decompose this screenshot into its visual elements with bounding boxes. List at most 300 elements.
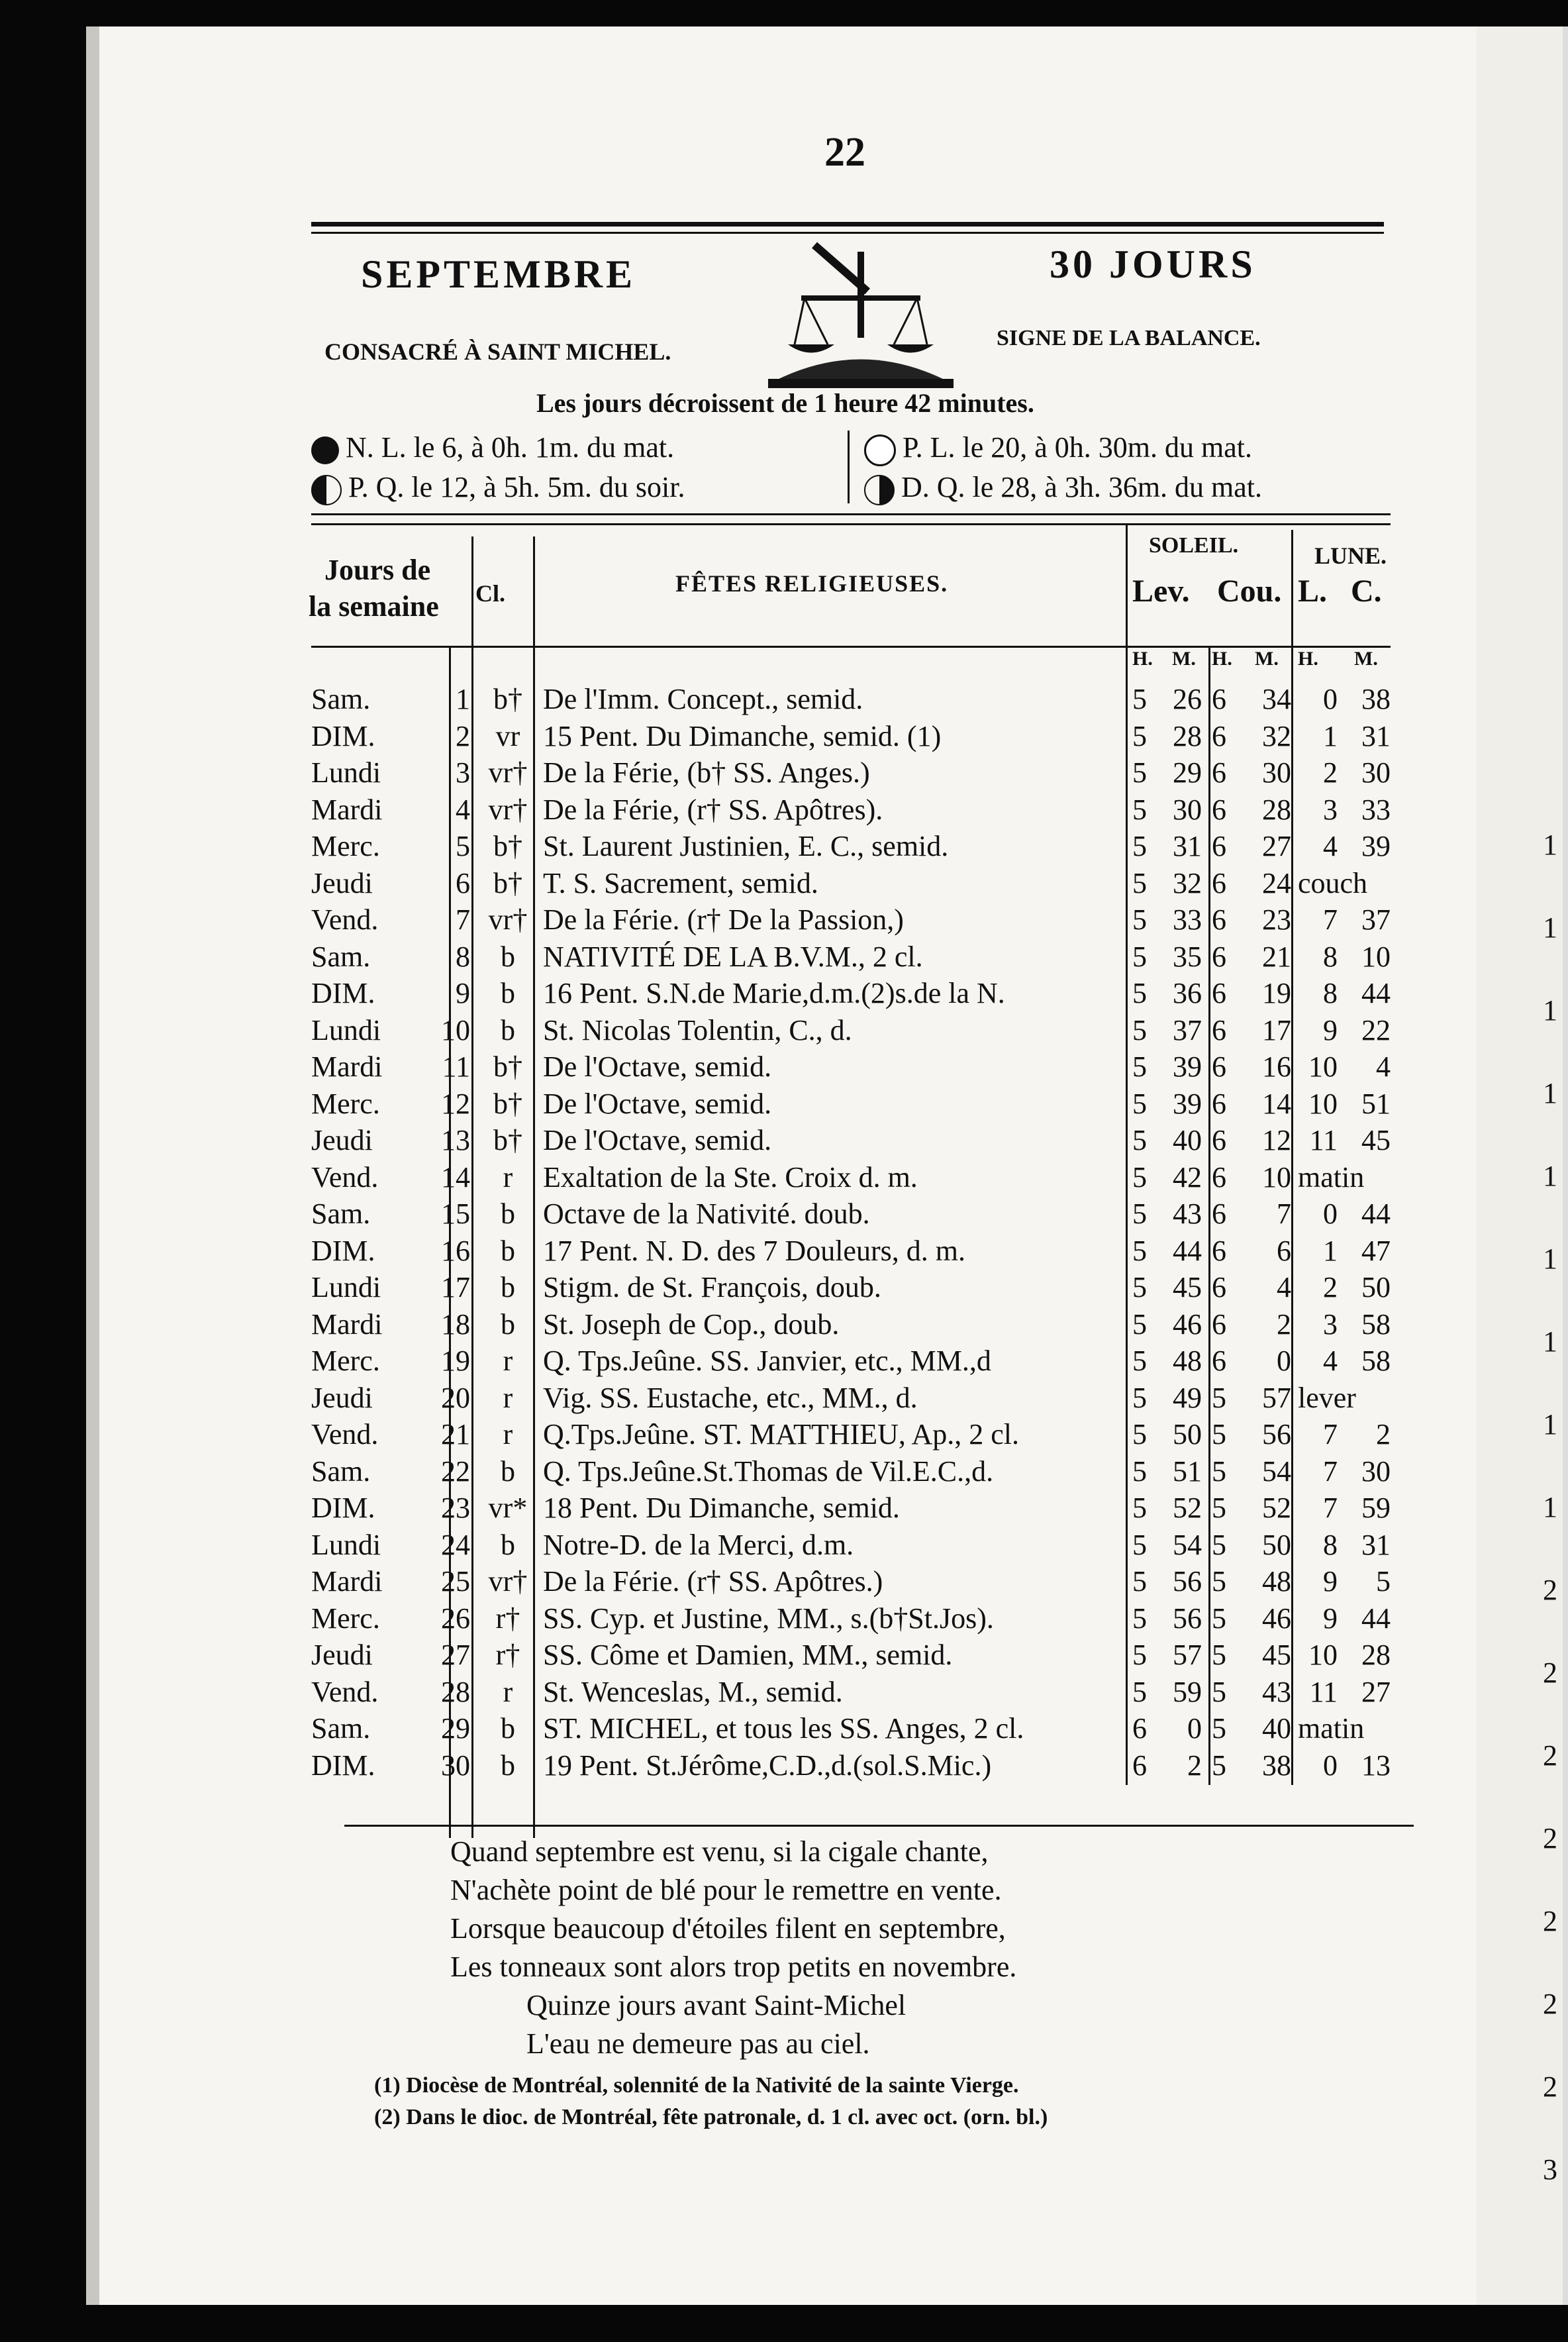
poem-line-1: Quand septembre est venu, si la cigale chante, [450,1835,989,1868]
row-3-day: Lundi [311,756,381,789]
poem-line-2: N'achète point de blé pour le remettre en vente. [450,1874,1002,1906]
row-27-cl: r† [495,1639,520,1671]
row-21-cm: 56 [1262,1418,1291,1451]
row-1-ch: 6 [1212,683,1226,715]
row-30-rm: 2 [1187,1749,1202,1782]
row-18-cm: 2 [1277,1308,1291,1341]
row-2-feast: 15 Pent. Du Dimanche, semid. (1) [543,720,942,752]
row-7-cm: 23 [1262,903,1291,936]
row-23-day: DIM. [311,1492,375,1524]
row-25-day: Mardi [311,1565,383,1598]
row-28-day: Vend. [311,1676,379,1708]
row-28-ch: 5 [1212,1676,1226,1708]
row-7-num: 7 [456,903,470,936]
row-19-feast: Q. Tps.Jeûne. SS. Janvier, etc., MM.,d [543,1345,991,1377]
row-25-rm: 56 [1173,1565,1202,1598]
row-29-rh: 6 [1132,1712,1147,1745]
row-23-rh: 5 [1132,1492,1147,1524]
row-3-cm: 30 [1262,756,1291,789]
row-26-num: 26 [441,1602,470,1635]
row-1-rh: 5 [1132,683,1147,715]
row-18-cl: b [501,1308,515,1341]
row-27-feast: SS. Côme et Damien, MM., semid. [543,1639,953,1671]
row-22-cm: 54 [1262,1455,1291,1488]
row-29-lune: matin [1298,1712,1365,1745]
row-14-ch: 6 [1212,1161,1226,1194]
row-15-lh: 0 [1323,1197,1338,1230]
margin-digit-6: 1 [1543,1243,1557,1275]
row-27-rm: 57 [1173,1639,1202,1671]
row-9-lm: 44 [1361,977,1391,1009]
header-cou: Cou. [1217,574,1282,609]
poem-line-6: L'eau ne demeure pas au ciel. [526,2027,870,2060]
row-9-lh: 8 [1323,977,1338,1009]
row-20-lune: lever [1298,1382,1356,1414]
row-8-day: Sam. [311,941,371,973]
row-12-lm: 51 [1361,1088,1391,1120]
row-29-cl: b [501,1712,515,1745]
row-20-ch: 5 [1212,1382,1226,1414]
row-1-cm: 34 [1262,683,1291,715]
unit-h3: H. [1298,648,1318,670]
row-12-cl: b† [493,1088,522,1120]
row-11-lh: 10 [1308,1050,1338,1083]
row-15-lm: 44 [1361,1197,1391,1230]
row-15-ch: 6 [1212,1197,1226,1230]
row-10-ch: 6 [1212,1014,1226,1046]
row-27-day: Jeudi [311,1639,373,1671]
libra-scales-icon [768,238,954,391]
row-17-lh: 2 [1323,1271,1338,1303]
row-13-lh: 11 [1309,1124,1338,1156]
row-12-cm: 14 [1262,1088,1291,1120]
row-16-cm: 6 [1277,1235,1291,1267]
row-5-cl: b† [493,830,522,862]
margin-digit-10: 2 [1543,1574,1557,1606]
row-17-rm: 45 [1173,1271,1202,1303]
row-22-rm: 51 [1173,1455,1202,1488]
row-6-rh: 5 [1132,867,1147,899]
row-9-cm: 19 [1262,977,1291,1009]
row-7-lm: 37 [1361,903,1391,936]
row-18-rm: 46 [1173,1308,1202,1341]
row-18-ch: 6 [1212,1308,1226,1341]
margin-digit-17: 3 [1543,2153,1557,2186]
row-3-rh: 5 [1132,756,1147,789]
row-10-lm: 22 [1361,1014,1391,1046]
margin-digit-13: 2 [1543,1822,1557,1855]
row-16-rm: 44 [1173,1235,1202,1267]
row-8-feast: NATIVITÉ DE LA B.V.M., 2 cl. [543,941,923,973]
row-10-day: Lundi [311,1014,381,1046]
row-15-rm: 43 [1173,1197,1202,1230]
row-6-rm: 32 [1173,867,1202,899]
row-28-num: 28 [441,1676,470,1708]
phase-new-moon [311,431,674,464]
row-4-feast: De la Férie, (r† SS. Apôtres). [543,793,883,826]
row-18-lm: 58 [1361,1308,1391,1341]
row-1-feast: De l'Imm. Concept., semid. [543,683,863,715]
row-18-lh: 3 [1323,1308,1338,1341]
row-8-lh: 8 [1323,941,1338,973]
row-14-rm: 42 [1173,1161,1202,1194]
row-19-rh: 5 [1132,1345,1147,1377]
phase-first-quarter [311,470,685,505]
row-30-num: 30 [441,1749,470,1782]
row-21-lm: 2 [1376,1418,1391,1451]
unit-h1: H. [1132,648,1153,670]
row-11-rh: 5 [1132,1050,1147,1083]
row-18-feast: St. Joseph de Cop., doub. [543,1308,840,1341]
row-30-feast: 19 Pent. St.Jérôme,C.D.,d.(sol.S.Mic.) [543,1749,992,1782]
row-20-feast: Vig. SS. Eustache, etc., MM., d. [543,1382,918,1414]
margin-digit-1: 1 [1543,829,1557,861]
row-28-rm: 59 [1173,1676,1202,1708]
row-24-lm: 31 [1361,1529,1391,1561]
row-3-feast: De la Férie, (b† SS. Anges.) [543,756,870,789]
row-17-day: Lundi [311,1271,381,1303]
row-25-cl: vr† [488,1565,528,1598]
month-title: SEPTEMBRE [361,252,636,296]
row-4-cl: vr† [488,793,528,826]
last-quarter-icon [864,475,895,505]
row-25-lm: 5 [1376,1565,1391,1598]
row-23-feast: 18 Pent. Du Dimanche, semid. [543,1492,900,1524]
margin-digit-4: 1 [1543,1077,1557,1109]
phase-full-moon [864,431,1252,466]
row-28-feast: St. Wenceslas, M., semid. [543,1676,843,1708]
zodiac-sign: SIGNE DE LA BALANCE. [997,326,1261,350]
row-1-lm: 38 [1361,683,1391,715]
row-8-rh: 5 [1132,941,1147,973]
row-14-cl: r [503,1161,513,1194]
row-8-rm: 35 [1173,941,1202,973]
row-24-rh: 5 [1132,1529,1147,1561]
row-29-day: Sam. [311,1712,371,1745]
row-21-rm: 50 [1173,1418,1202,1451]
row-26-cm: 46 [1262,1602,1291,1635]
row-24-cm: 50 [1262,1529,1291,1561]
margin-digit-3: 1 [1543,994,1557,1027]
row-12-feast: De l'Octave, semid. [543,1088,772,1120]
row-15-cm: 7 [1277,1197,1291,1230]
row-2-cm: 32 [1262,720,1291,752]
row-19-day: Merc. [311,1345,380,1377]
row-21-rh: 5 [1132,1418,1147,1451]
row-28-cm: 43 [1262,1676,1291,1708]
phase-last-quarter-text: D. Q. le 28, à 3h. 36m. du mat. [901,471,1263,503]
row-11-day: Mardi [311,1050,383,1083]
margin-digit-11: 2 [1543,1656,1557,1689]
row-11-feast: De l'Octave, semid. [543,1050,772,1083]
row-16-lm: 47 [1361,1235,1391,1267]
row-7-day: Vend. [311,903,379,936]
row-12-day: Merc. [311,1088,380,1120]
row-24-rm: 54 [1173,1529,1202,1561]
row-28-lh: 11 [1309,1676,1338,1708]
row-30-lm: 13 [1361,1749,1391,1782]
row-20-num: 20 [441,1382,470,1414]
row-1-rm: 26 [1173,683,1202,715]
row-29-num: 29 [441,1712,470,1745]
row-18-num: 18 [441,1308,470,1341]
phase-full-moon-text: P. L. le 20, à 0h. 30m. du mat. [903,431,1252,464]
row-29-ch: 5 [1212,1712,1226,1745]
row-21-ch: 5 [1212,1418,1226,1451]
row-3-num: 3 [456,756,470,789]
row-25-ch: 5 [1212,1565,1226,1598]
row-17-ch: 6 [1212,1271,1226,1303]
header-lev: Lev. [1132,574,1190,609]
row-8-cl: b [501,941,515,973]
row-24-lh: 8 [1323,1529,1338,1561]
row-23-cm: 52 [1262,1492,1291,1524]
row-19-ch: 6 [1212,1345,1226,1377]
row-4-num: 4 [456,793,470,826]
row-11-ch: 6 [1212,1050,1226,1083]
row-19-lh: 4 [1323,1345,1338,1377]
row-26-lm: 44 [1361,1602,1391,1635]
row-12-num: 12 [441,1088,470,1120]
header-soleil: SOLEIL. [1149,533,1239,558]
first-quarter-icon [311,475,342,505]
row-11-cm: 16 [1262,1050,1291,1083]
row-5-day: Merc. [311,830,380,862]
row-5-num: 5 [456,830,470,862]
row-26-feast: SS. Cyp. et Justine, MM., s.(b†St.Jos). [543,1602,994,1635]
row-1-lh: 0 [1323,683,1338,715]
row-6-ch: 6 [1212,867,1226,899]
row-16-day: DIM. [311,1235,375,1267]
row-9-ch: 6 [1212,977,1226,1009]
page-number: 22 [824,130,865,175]
row-1-day: Sam. [311,683,371,715]
row-14-lune: matin [1298,1161,1365,1194]
row-5-ch: 6 [1212,830,1226,862]
row-9-day: DIM. [311,977,375,1009]
row-10-cm: 17 [1262,1014,1291,1046]
row-16-num: 16 [441,1235,470,1267]
row-9-feast: 16 Pent. S.N.de Marie,d.m.(2)s.de la N. [543,977,1005,1009]
row-6-cm: 24 [1262,867,1291,899]
phase-separator [848,431,850,503]
margin-digit-15: 2 [1543,1988,1557,2020]
header-l: L. [1298,574,1328,609]
row-3-ch: 6 [1212,756,1226,789]
footnote-1: (1) Diocèse de Montréal, solennité de la Nativité de la sainte Vierge. [374,2073,1019,2098]
margin-digit-8: 1 [1543,1408,1557,1441]
row-28-cl: r [503,1676,513,1708]
row-2-rm: 28 [1173,720,1202,752]
row-4-rm: 30 [1173,793,1202,826]
row-16-lh: 1 [1323,1235,1338,1267]
row-20-rh: 5 [1132,1382,1147,1414]
row-14-cm: 10 [1262,1161,1291,1194]
row-6-cl: b† [493,867,522,899]
header-fetes: FÊTES RELIGIEUSES. [675,570,949,597]
row-27-ch: 5 [1212,1639,1226,1671]
row-19-rm: 48 [1173,1345,1202,1377]
row-4-rh: 5 [1132,793,1147,826]
header-jours-2: la semaine [309,590,439,623]
row-27-lm: 28 [1361,1639,1391,1671]
footnote-2: (2) Dans le dioc. de Montréal, fête patronale, d. 1 cl. avec oct. (orn. bl.) [374,2105,1048,2129]
row-13-ch: 6 [1212,1124,1226,1156]
phase-new-moon-text: N. L. le 6, à 0h. 1m. du mat. [346,431,675,464]
row-28-lm: 27 [1361,1676,1391,1708]
row-10-num: 10 [441,1014,470,1046]
poem-line-3: Lorsque beaucoup d'étoiles filent en septembre, [450,1912,1006,1945]
row-20-cm: 57 [1262,1382,1291,1414]
row-17-lm: 50 [1361,1271,1391,1303]
row-25-rh: 5 [1132,1565,1147,1598]
day-length-note: Les jours décroissent de 1 heure 42 minutes. [536,388,1034,418]
phase-first-quarter-text: P. Q. le 12, à 5h. 5m. du soir. [348,471,685,503]
row-25-feast: De la Férie. (r† SS. Apôtres.) [543,1565,883,1598]
row-30-lh: 0 [1323,1749,1338,1782]
unit-m3: M. [1354,648,1378,670]
row-30-cl: b [501,1749,515,1782]
row-2-num: 2 [456,720,470,752]
poem-line-4: Les tonneaux sont alors trop petits en novembre. [450,1951,1017,1983]
row-16-cl: b [501,1235,515,1267]
margin-digit-2: 1 [1543,911,1557,944]
row-28-rh: 5 [1132,1676,1147,1708]
row-18-rh: 5 [1132,1308,1147,1341]
row-16-feast: 17 Pent. N. D. des 7 Douleurs, d. m. [543,1235,965,1267]
row-26-cl: r† [495,1602,520,1635]
consecration: CONSACRÉ À SAINT MICHEL. [324,338,671,365]
row-2-ch: 6 [1212,720,1226,752]
row-22-ch: 5 [1212,1455,1226,1488]
row-4-day: Mardi [311,793,383,826]
row-8-lm: 10 [1361,941,1391,973]
row-19-cm: 0 [1277,1345,1291,1377]
unit-h2: H. [1212,648,1232,670]
row-12-rm: 39 [1173,1088,1202,1120]
row-5-rm: 31 [1173,830,1202,862]
row-7-cl: vr† [488,903,528,936]
row-13-rm: 40 [1173,1124,1202,1156]
row-21-num: 21 [441,1418,470,1451]
unit-m1: M. [1172,648,1196,670]
row-11-num: 11 [442,1050,470,1083]
row-26-day: Merc. [311,1602,380,1635]
margin-digit-16: 2 [1543,2070,1557,2103]
row-23-lh: 7 [1323,1492,1338,1524]
row-6-day: Jeudi [311,867,373,899]
row-11-cl: b† [493,1050,522,1083]
row-3-rm: 29 [1173,756,1202,789]
row-30-ch: 5 [1212,1749,1226,1782]
row-22-num: 22 [441,1455,470,1488]
row-1-cl: b† [493,683,522,715]
row-10-rh: 5 [1132,1014,1147,1046]
row-10-rm: 37 [1173,1014,1202,1046]
row-24-feast: Notre-D. de la Merci, d.m. [543,1529,854,1561]
row-4-lh: 3 [1323,793,1338,826]
row-30-day: DIM. [311,1749,375,1782]
poem-line-5: Quinze jours avant Saint-Michel [526,1989,906,2021]
new-moon-icon [311,436,339,464]
row-5-lm: 39 [1361,830,1391,862]
row-14-feast: Exaltation de la Ste. Croix d. m. [543,1161,918,1194]
row-2-day: DIM. [311,720,375,752]
row-5-rh: 5 [1132,830,1147,862]
header-c: C. [1351,574,1382,609]
row-1-num: 1 [456,683,470,715]
row-23-ch: 5 [1212,1492,1226,1524]
row-2-lh: 1 [1323,720,1338,752]
row-3-cl: vr† [488,756,528,789]
row-10-lh: 9 [1323,1014,1338,1046]
row-22-cl: b [501,1455,515,1488]
row-7-ch: 6 [1212,903,1226,936]
margin-digit-7: 1 [1543,1325,1557,1358]
row-2-rh: 5 [1132,720,1147,752]
row-23-cl: vr* [488,1492,528,1524]
row-24-num: 24 [441,1529,470,1561]
margin-digit-5: 1 [1543,1160,1557,1192]
row-19-num: 19 [441,1345,470,1377]
table-top-rule [311,513,1391,515]
row-2-lm: 31 [1361,720,1391,752]
row-6-lune: couch [1298,867,1368,899]
row-13-rh: 5 [1132,1124,1147,1156]
row-15-num: 15 [441,1197,470,1230]
row-18-day: Mardi [311,1308,383,1341]
row-12-rh: 5 [1132,1088,1147,1120]
row-26-rm: 56 [1173,1602,1202,1635]
row-23-num: 23 [441,1492,470,1524]
row-7-rm: 33 [1173,903,1202,936]
row-13-day: Jeudi [311,1124,373,1156]
row-24-cl: b [501,1529,515,1561]
row-26-lh: 9 [1323,1602,1338,1635]
row-12-ch: 6 [1212,1088,1226,1120]
row-17-rh: 5 [1132,1271,1147,1303]
row-6-feast: T. S. Sacrement, semid. [543,867,818,899]
row-5-feast: St. Laurent Justinien, E. C., semid. [543,830,949,862]
row-27-lh: 10 [1308,1639,1338,1671]
row-26-ch: 5 [1212,1602,1226,1635]
row-4-lm: 33 [1361,793,1391,826]
row-23-lm: 59 [1361,1492,1391,1524]
row-11-rm: 39 [1173,1050,1202,1083]
row-5-cm: 27 [1262,830,1291,862]
row-9-num: 9 [456,977,470,1009]
row-17-cm: 4 [1277,1271,1291,1303]
row-7-lh: 7 [1323,903,1338,936]
row-10-feast: St. Nicolas Tolentin, C., d. [543,1014,852,1046]
row-27-num: 27 [441,1639,470,1671]
row-10-cl: b [501,1014,515,1046]
unit-m2: M. [1255,648,1279,670]
row-29-cm: 40 [1262,1712,1291,1745]
margin-digit-14: 2 [1543,1905,1557,1937]
row-30-cm: 38 [1262,1749,1291,1782]
row-21-cl: r [503,1418,513,1451]
row-14-rh: 5 [1132,1161,1147,1194]
margin-digit-12: 2 [1543,1739,1557,1772]
row-20-rm: 49 [1173,1382,1202,1414]
row-8-num: 8 [456,941,470,973]
row-9-rh: 5 [1132,977,1147,1009]
row-29-feast: ST. MICHEL, et tous les SS. Anges, 2 cl. [543,1712,1024,1745]
phase-last-quarter [864,470,1262,505]
row-4-ch: 6 [1212,793,1226,826]
row-11-lm: 4 [1376,1050,1391,1083]
